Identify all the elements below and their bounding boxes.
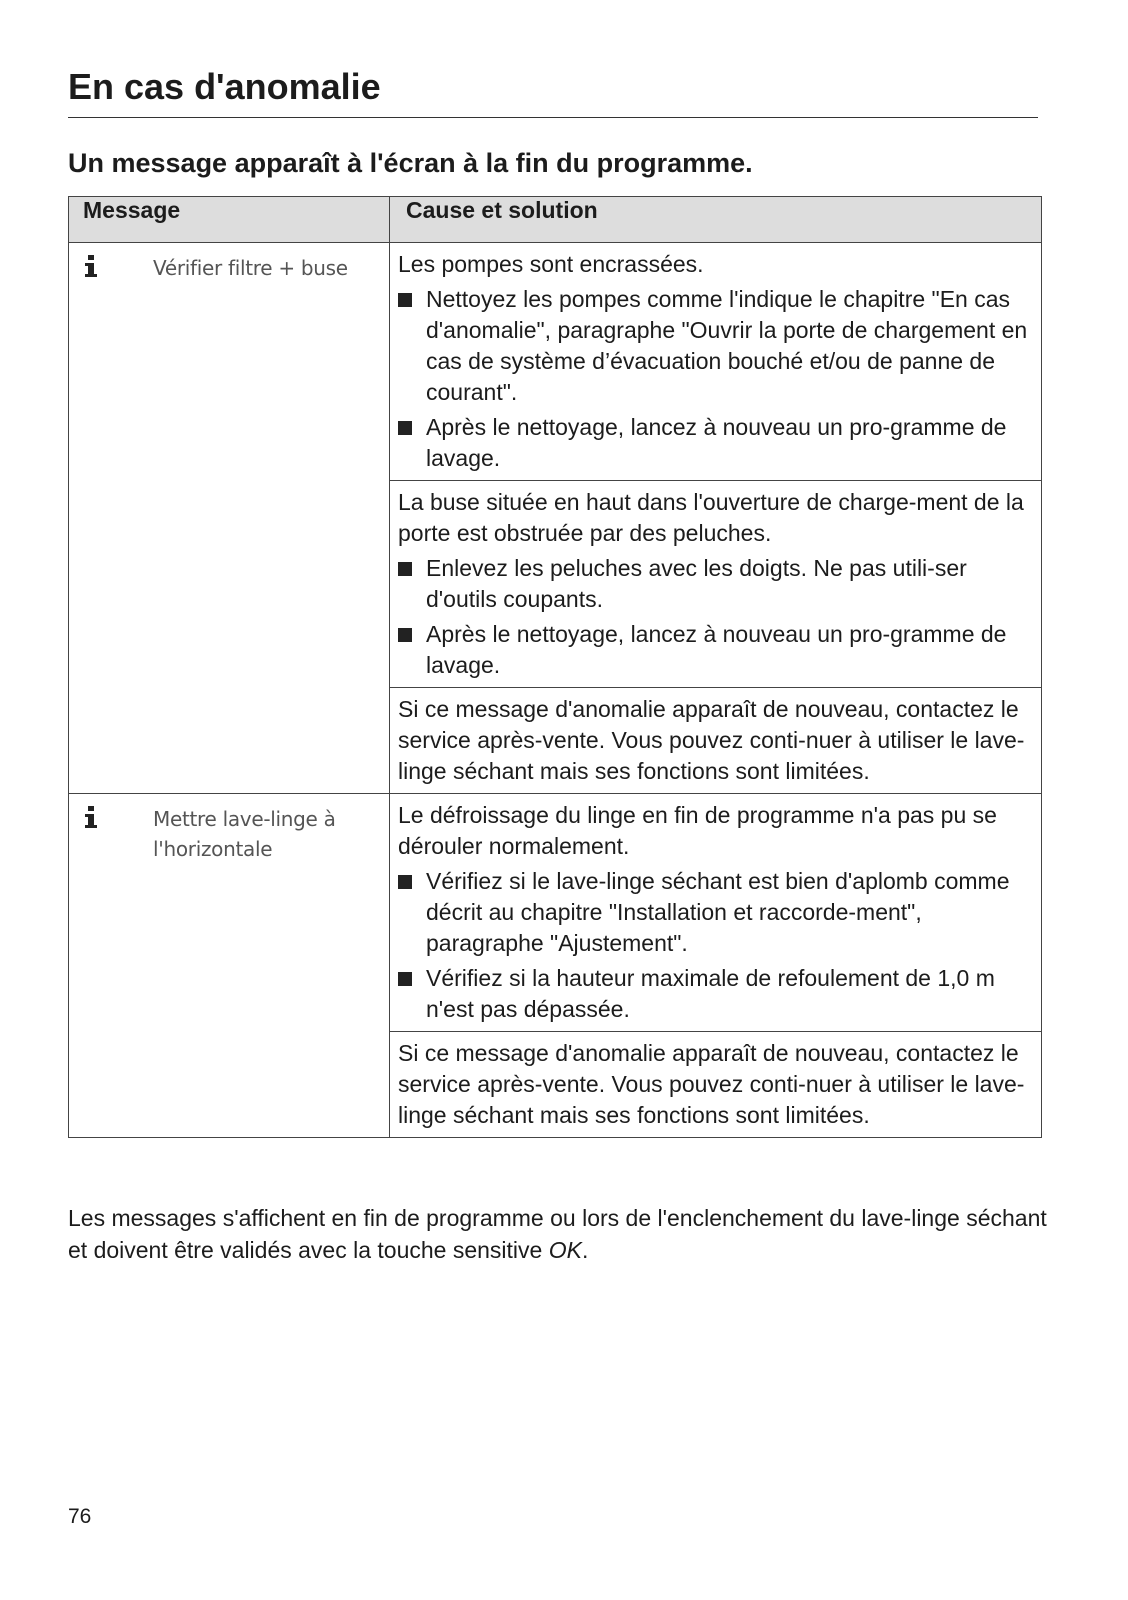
square-bullet-icon	[398, 628, 412, 642]
solution-text: Vérifiez si la hauteur maximale de refoulement de 1,0 m n'est pas dépassée.	[426, 965, 995, 1022]
list-item	[398, 866, 1031, 959]
footnote-text: Les messages s'affichent en fin de programme ou lors de l'enclenchement du lave-linge séchant et doivent être validés avec la touche sensitive	[68, 1205, 1047, 1263]
display-message: Vérifier filtre + buse	[153, 256, 348, 280]
table-header-row	[69, 197, 1042, 243]
cause-cell	[390, 794, 1042, 1032]
cause-text: La buse située en haut dans l'ouverture de charge-ment de la porte est obstruée par des peluches.	[398, 489, 1024, 546]
solution-text: Vérifiez si le lave-linge séchant est bien d'aplomb comme décrit au chapitre "Installation et raccorde-ment", paragraphe "Ajustement".	[426, 868, 1010, 956]
table-row	[69, 243, 1042, 481]
list-item	[398, 963, 1031, 1025]
list-item	[398, 412, 1031, 474]
solution-text: Après le nettoyage, lancez à nouveau un pro-gramme de lavage.	[426, 414, 1007, 471]
cause-cell	[390, 688, 1042, 794]
footnote-end: .	[581, 1237, 589, 1263]
page-title: En cas d'anomalie	[68, 66, 381, 107]
cause-text: Le défroissage du linge en fin de programme n'a pas pu se dérouler normalement.	[398, 802, 997, 859]
cause-cell	[390, 1032, 1042, 1138]
square-bullet-icon	[398, 972, 412, 986]
display-message: Mettre lave-linge à l'horizontale	[153, 807, 336, 861]
cause-cell	[390, 481, 1042, 688]
message-table	[68, 196, 1042, 1138]
solution-text: Nettoyez les pompes comme l'indique le chapitre "En cas d'anomalie", paragraphe "Ouvrir la porte de chargement en cas de système d’évacuation bouché et/ou de panne de courant".	[426, 286, 1028, 405]
title-divider	[68, 117, 1038, 118]
cause-text: Si ce message d'anomalie apparaît de nouveau, contactez le service après-vente. Vous pouvez conti-nuer à utiliser le lave-linge séchant mais ses fonctions sont limitées.	[398, 696, 1025, 784]
list-item	[398, 284, 1031, 408]
page-number: 76	[68, 1505, 92, 1528]
ok-key-label: OK	[548, 1237, 582, 1263]
info-icon	[83, 804, 99, 830]
table-row	[69, 794, 1042, 1032]
list-item	[398, 553, 1031, 615]
section-title: Un message apparaît à l'écran à la fin du programme.	[68, 148, 753, 178]
list-item	[398, 619, 1031, 681]
message-cell	[69, 794, 390, 1138]
square-bullet-icon	[398, 562, 412, 576]
column-header-cause: Cause et solution	[390, 197, 1042, 243]
square-bullet-icon	[398, 875, 412, 889]
column-header-message: Message	[69, 197, 390, 243]
footnote	[68, 1202, 1048, 1266]
info-icon	[83, 253, 99, 279]
solution-text: Après le nettoyage, lancez à nouveau un pro-gramme de lavage.	[426, 621, 1007, 678]
square-bullet-icon	[398, 293, 412, 307]
cause-text: Si ce message d'anomalie apparaît de nouveau, contactez le service après-vente. Vous pouvez conti-nuer à utiliser le lave-linge séchant mais ses fonctions sont limitées.	[398, 1040, 1025, 1128]
cause-text: Les pompes sont encrassées.	[398, 251, 704, 277]
cause-cell	[390, 243, 1042, 481]
message-cell	[69, 243, 390, 794]
square-bullet-icon	[398, 421, 412, 435]
solution-text: Enlevez les peluches avec les doigts. Ne pas utili-ser d'outils coupants.	[426, 555, 967, 612]
